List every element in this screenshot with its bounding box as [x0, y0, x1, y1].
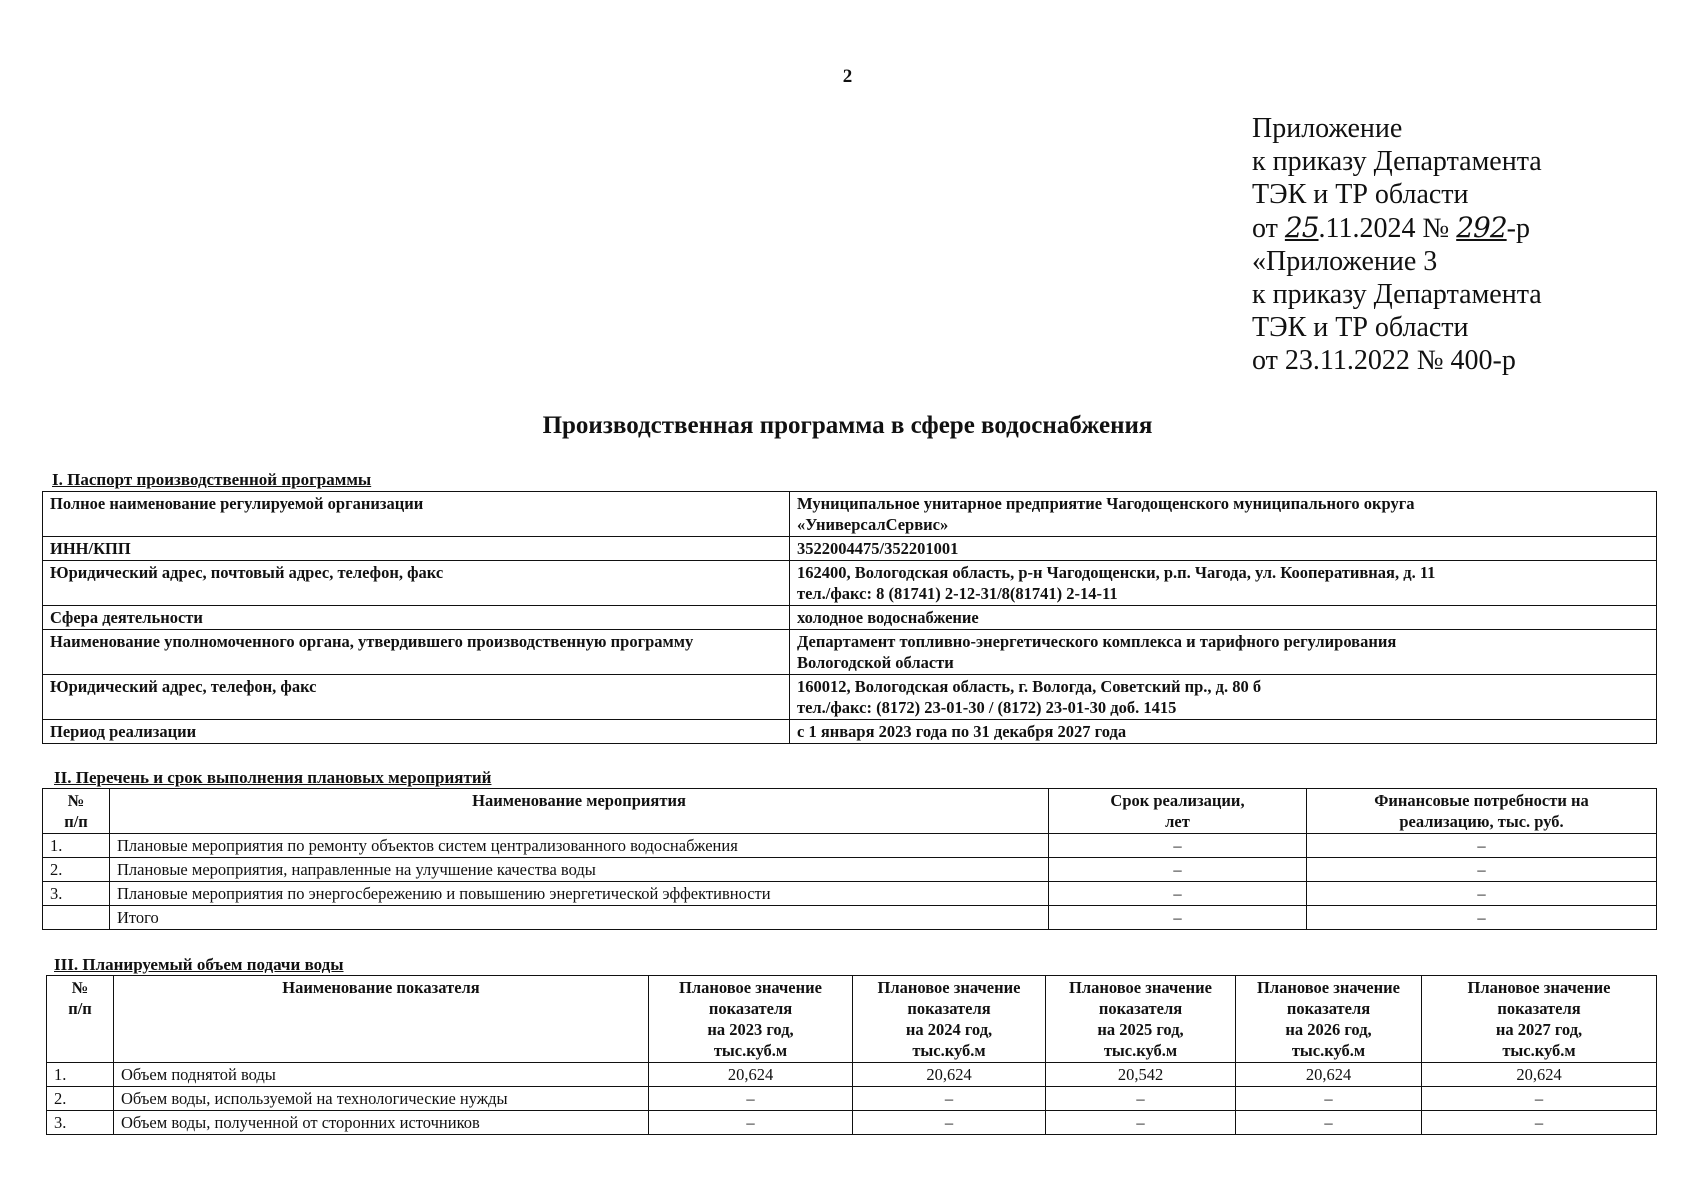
order-suffix: -р	[1506, 213, 1530, 244]
volume-row	[47, 1063, 1657, 1087]
appendix-line: от 23.11.2022 № 400-р	[1252, 345, 1516, 376]
passport-row	[43, 675, 1657, 720]
header-year-2	[1046, 976, 1236, 1063]
appendix-block	[1252, 112, 1542, 377]
header-year-line: на 2027 год,	[1495, 1020, 1583, 1039]
section2-heading: II. Перечень и срок выполнения плановых мероприятий	[54, 768, 492, 787]
header-year-3	[1236, 976, 1422, 1063]
page-number: 2	[842, 66, 853, 87]
measure-num	[43, 906, 110, 930]
order-prefix: от	[1252, 213, 1285, 244]
header-year-line: Плановое значение	[1467, 978, 1611, 997]
passport-label: Юридический адрес, телефон, факс	[43, 675, 790, 720]
appendix-line: к приказу Департамента	[1252, 146, 1542, 177]
passport-value	[790, 630, 1657, 675]
measure-finance: –	[1307, 858, 1657, 882]
volume-value: 20,624	[1236, 1063, 1422, 1087]
volume-value: –	[1046, 1087, 1236, 1111]
header-year-line: Плановое значение	[877, 978, 1021, 997]
header-year-line: на 2025 год,	[1097, 1020, 1184, 1039]
volume-name: Объем воды, полученной от сторонних источников	[114, 1111, 649, 1135]
section3-heading: III. Планируемый объем подачи воды	[54, 955, 344, 974]
measure-finance: –	[1307, 906, 1657, 930]
volume-row	[47, 1087, 1657, 1111]
passport-value-line: тел./факс: (8172) 23-01-30 / (8172) 23-01-30 доб. 1415	[797, 698, 1177, 717]
passport-label: Юридический адрес, почтовый адрес, телефон, факс	[43, 561, 790, 606]
header-term: Срок реализации, лет	[1049, 789, 1307, 834]
measure-name: Плановые мероприятия по ремонту объектов систем централизованного водоснабжения	[110, 834, 1049, 858]
header-year-line: тыс.куб.м	[1291, 1041, 1366, 1060]
header-num: № п/п	[43, 789, 110, 834]
passport-table	[42, 491, 1657, 744]
appendix-line: ТЭК и ТР области	[1252, 179, 1469, 210]
passport-value-line: тел./факс: 8 (81741) 2-12-31/8(81741) 2-14-11	[797, 584, 1118, 603]
passport-value-line: 3522004475/352201001	[797, 539, 959, 558]
measure-num: 3.	[43, 882, 110, 906]
appendix-line: ТЭК и ТР области	[1252, 312, 1469, 343]
passport-row	[43, 492, 1657, 537]
volume-value: –	[1236, 1111, 1422, 1135]
appendix-line: «Приложение 3	[1252, 246, 1438, 277]
volume-num: 3.	[47, 1111, 114, 1135]
section1-heading: I. Паспорт производственной программы	[52, 470, 372, 489]
header-year-line: тыс.куб.м	[1502, 1041, 1576, 1060]
header-year-1	[853, 976, 1046, 1063]
measure-num: 2.	[43, 858, 110, 882]
header-year-line: показателя	[1497, 999, 1581, 1018]
passport-label: Полное наименование регулируемой организации	[43, 492, 790, 537]
header-year-line: Плановое значение	[679, 978, 822, 997]
passport-value	[790, 561, 1657, 606]
header-year-0	[649, 976, 853, 1063]
header-year-line: тыс.куб.м	[713, 1041, 788, 1060]
volume-value: –	[649, 1087, 853, 1111]
passport-value	[790, 606, 1657, 630]
header-year-line: Плановое значение	[1257, 978, 1400, 997]
volume-value: 20,624	[853, 1063, 1046, 1087]
passport-value-line: Департамент топливно-энергетического комплекса и тарифного регулирования	[797, 632, 1397, 651]
passport-value	[790, 720, 1657, 744]
passport-label: Период реализации	[43, 720, 790, 744]
passport-label: Наименование уполномоченного органа, утвердившего производственную программу	[43, 630, 790, 675]
passport-row	[43, 630, 1657, 675]
measure-finance: –	[1307, 834, 1657, 858]
volume-value: 20,624	[649, 1063, 853, 1087]
passport-value	[790, 492, 1657, 537]
volume-value: 20,542	[1046, 1063, 1236, 1087]
header-indicator-name: Наименование показателя	[114, 976, 649, 1063]
appendix-line: Приложение	[1252, 113, 1403, 144]
measure-term: –	[1049, 834, 1307, 858]
volume-name: Объем воды, используемой на технологические нужды	[114, 1087, 649, 1111]
passport-row	[43, 720, 1657, 744]
measure-finance: –	[1307, 882, 1657, 906]
volume-value: –	[1422, 1111, 1657, 1135]
header-year-line: на 2024 год,	[905, 1020, 993, 1039]
measures-table	[42, 788, 1657, 930]
header-year-line: показателя	[907, 999, 991, 1018]
order-mid: .11.2024 №	[1318, 213, 1457, 244]
volume-value: –	[1046, 1111, 1236, 1135]
order-date-line	[1252, 211, 1542, 245]
volume-num: 2.	[47, 1087, 114, 1111]
measure-row	[43, 906, 1657, 930]
passport-value	[790, 675, 1657, 720]
header-num: № п/п	[47, 976, 114, 1063]
header-year-line: показателя	[1098, 999, 1183, 1018]
passport-value-line: Вологодской области	[797, 653, 954, 672]
header-year-line: на 2026 год,	[1285, 1020, 1372, 1039]
passport-label: Сфера деятельности	[43, 606, 790, 630]
document-title: Производственная программа в сфере водоснабжения	[542, 412, 1153, 439]
volume-value: –	[853, 1087, 1046, 1111]
header-year-line: показателя	[708, 999, 793, 1018]
passport-value-line: «УниверсалСервис»	[797, 515, 949, 534]
passport-value-line: с 1 января 2023 года по 31 декабря 2027 года	[797, 722, 1127, 741]
passport-value-line: Муниципальное унитарное предприятие Чагодощенского муниципального округа	[797, 494, 1415, 513]
measure-row	[43, 858, 1657, 882]
passport-value	[790, 537, 1657, 561]
measure-term: –	[1049, 882, 1307, 906]
passport-value-line: 160012, Вологодская область, г. Вологда, Советский пр., д. 80 б	[797, 677, 1262, 696]
volume-name: Объем поднятой воды	[114, 1063, 649, 1087]
passport-row	[43, 606, 1657, 630]
passport-row	[43, 561, 1657, 606]
handwritten-day: 25	[1284, 211, 1319, 244]
passport-label: ИНН/КПП	[43, 537, 790, 561]
header-finance: Финансовые потребности на реализацию, тыс. руб.	[1307, 789, 1657, 834]
header-year-4	[1422, 976, 1657, 1063]
header-measure-name: Наименование мероприятия	[110, 789, 1049, 834]
passport-row	[43, 537, 1657, 561]
volume-value: –	[853, 1111, 1046, 1135]
volume-value: –	[1236, 1087, 1422, 1111]
volume-row	[47, 1111, 1657, 1135]
header-year-line: показателя	[1286, 999, 1371, 1018]
appendix-line: к приказу Департамента	[1252, 279, 1542, 310]
measure-term: –	[1049, 858, 1307, 882]
measure-name: Итого	[110, 906, 1049, 930]
measure-row	[43, 834, 1657, 858]
volume-value: –	[1422, 1087, 1657, 1111]
volume-value: –	[649, 1111, 853, 1135]
water-volume-table	[46, 975, 1657, 1135]
header-year-line: Плановое значение	[1069, 978, 1212, 997]
passport-value-line: 162400, Вологодская область, р-н Чагодощенски, р.п. Чагода, ул. Кооперативная, д. 11	[797, 563, 1436, 582]
header-year-line: на 2023 год,	[707, 1020, 794, 1039]
measure-row	[43, 882, 1657, 906]
header-year-line: тыс.куб.м	[1103, 1041, 1178, 1060]
measure-name: Плановые мероприятия по энергосбережению и повышению энергетической эффективности	[110, 882, 1049, 906]
measure-num: 1.	[43, 834, 110, 858]
volume-num: 1.	[47, 1063, 114, 1087]
passport-value-line: холодное водоснабжение	[797, 608, 979, 627]
measure-term: –	[1049, 906, 1307, 930]
measure-name: Плановые мероприятия, направленные на улучшение качества воды	[110, 858, 1049, 882]
header-year-line: тыс.куб.м	[912, 1041, 986, 1060]
volume-value: 20,624	[1422, 1063, 1657, 1087]
handwritten-number: 292	[1456, 211, 1507, 244]
